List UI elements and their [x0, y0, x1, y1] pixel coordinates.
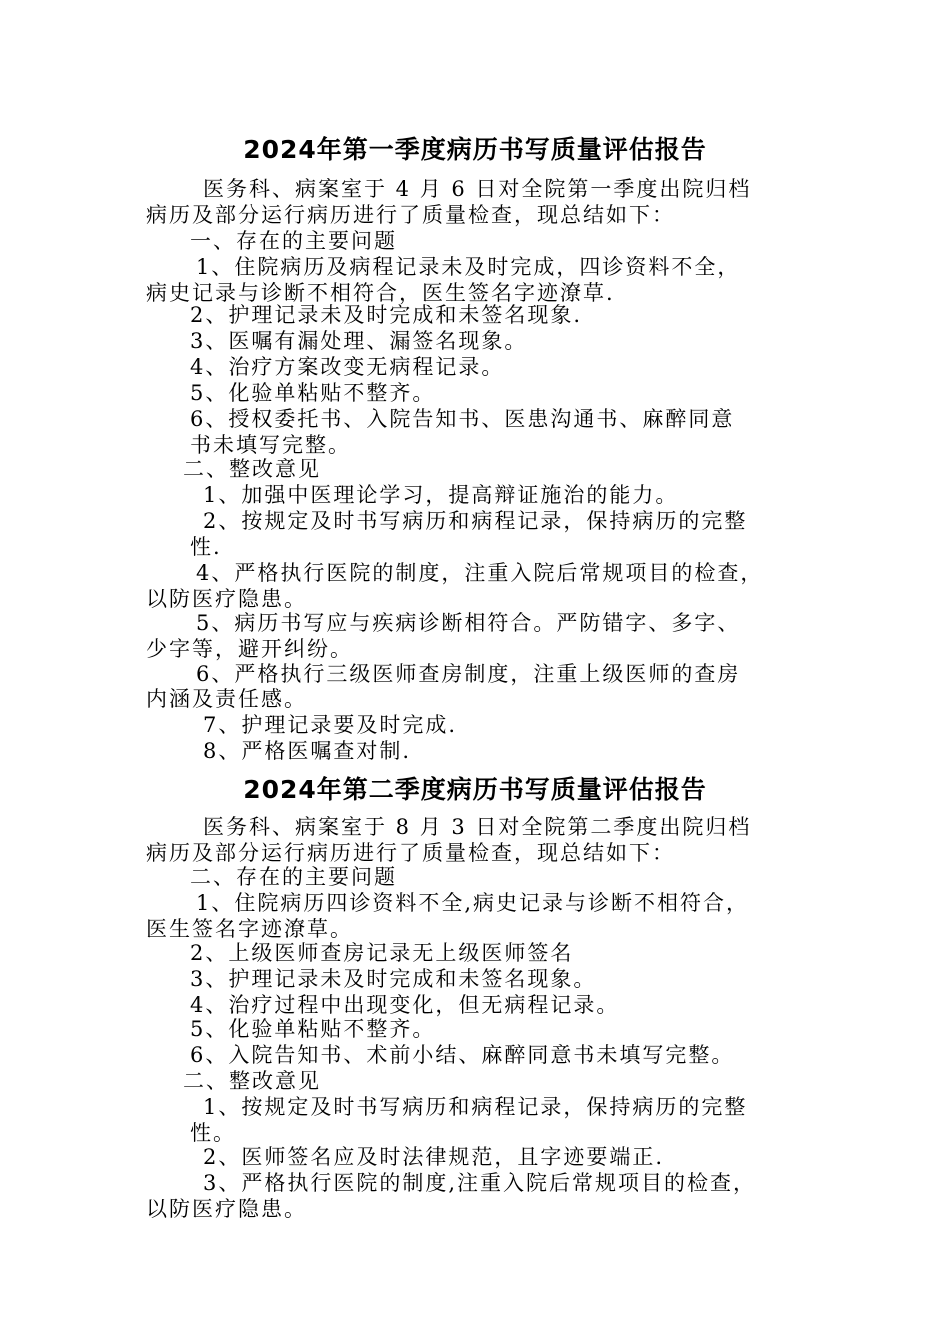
- report-q1-fix-line: 6、严格执行三级医师查房制度，注重上级医师的查房: [196, 662, 741, 686]
- report-q1-fix-line: 少字等，避开纠纷。: [146, 637, 353, 661]
- report-q2-problem-line: 医生签名字迹潦草。: [146, 917, 353, 941]
- report-q1-title: 2024年第一季度病历书写质量评估报告: [243, 135, 707, 164]
- report-q2-problem-line: 2、上级医师查房记录无上级医师签名: [190, 941, 574, 965]
- report-q1-fix-line: 7、护理记录要及时完成.: [203, 713, 458, 737]
- report-q1-problem-line: 6、授权委托书、入院告知书、医患沟通书、麻醉同意: [190, 407, 735, 431]
- report-q2-fix-line: 以防医疗隐患。: [146, 1197, 307, 1221]
- report-q1-intro-line: 病历及部分运行病历进行了质量检查，现总结如下：: [146, 203, 675, 227]
- report-q2-problem-line: 1、住院病历四诊资料不全,病史记录与诊断不相符合，: [196, 891, 750, 915]
- report-q2-fix-line: 1、按规定及时书写病历和病程记录，保持病历的完整: [203, 1095, 748, 1119]
- report-q1-fix-line: 8、严格医嘱查对制.: [203, 739, 412, 763]
- report-q2-problem-line: 4、治疗过程中出现变化，但无病程记录。: [190, 993, 620, 1017]
- report-q1-problems-heading: 一、存在的主要问题: [190, 229, 397, 253]
- report-q1-fix-line: 性.: [190, 535, 222, 559]
- report-q1-fix-line: 1、加强中医理论学习，提高辩证施治的能力。: [203, 483, 679, 507]
- report-q2-problems-heading: 二、存在的主要问题: [190, 865, 397, 889]
- report-q1-problem-line: 3、医嘱有漏处理、漏签名现象。: [190, 329, 528, 353]
- report-q1-fix-line: 5、病历书写应与疾病诊断相符合。严防错字、多字、: [196, 611, 741, 635]
- report-q2-fix-line: 性。: [190, 1121, 236, 1145]
- report-q2-intro-line: 医务科、病案室于 8 月 3 日对全院第二季度出院归档: [203, 815, 752, 839]
- report-q2-title: 2024年第二季度病历书写质量评估报告: [243, 775, 707, 804]
- report-q1-intro-line: 医务科、病案室于 4 月 6 日对全院第一季度出院归档: [203, 177, 752, 201]
- report-q1-fix-line: 4、严格执行医院的制度，注重入院后常规项目的检查，: [196, 561, 764, 585]
- report-q2-fix-line: 2、医师签名应及时法律规范，且字迹要端正.: [203, 1145, 665, 1169]
- report-q1-problem-line: 书未填写完整。: [190, 433, 351, 457]
- report-q2-problem-line: 3、护理记录未及时完成和未签名现象。: [190, 967, 597, 991]
- report-q1-fixes-heading: 二、整改意见: [183, 457, 321, 481]
- report-q2-fix-line: 3、严格执行医院的制度,注重入院后常规项目的检查，: [203, 1171, 757, 1195]
- report-q1-fix-line: 2、按规定及时书写病历和病程记录，保持病历的完整: [203, 509, 748, 533]
- report-q1-problem-line: 5、化验单粘贴不整齐。: [190, 381, 436, 405]
- report-q2-intro-line: 病历及部分运行病历进行了质量检查，现总结如下：: [146, 841, 675, 865]
- report-q1-problem-line: 1、住院病历及病程记录未及时完成，四诊资料不全，: [196, 255, 741, 279]
- report-q1-problem-line: 2、护理记录未及时完成和未签名现象.: [190, 303, 583, 327]
- report-q2-problem-line: 6、入院告知书、术前小结、麻醉同意书未填写完整。: [190, 1043, 735, 1067]
- report-q2-fixes-heading: 二、整改意见: [183, 1069, 321, 1093]
- report-q1-problem-line: 病史记录与诊断不相符合，医生签名字迹潦草.: [146, 281, 615, 305]
- report-q2-problem-line: 5、化验单粘贴不整齐。: [190, 1017, 436, 1041]
- report-q1-fix-line: 内涵及责任感。: [146, 687, 307, 711]
- report-q1-problem-line: 4、治疗方案改变无病程记录。: [190, 355, 505, 379]
- report-q1-fix-line: 以防医疗隐患。: [146, 587, 307, 611]
